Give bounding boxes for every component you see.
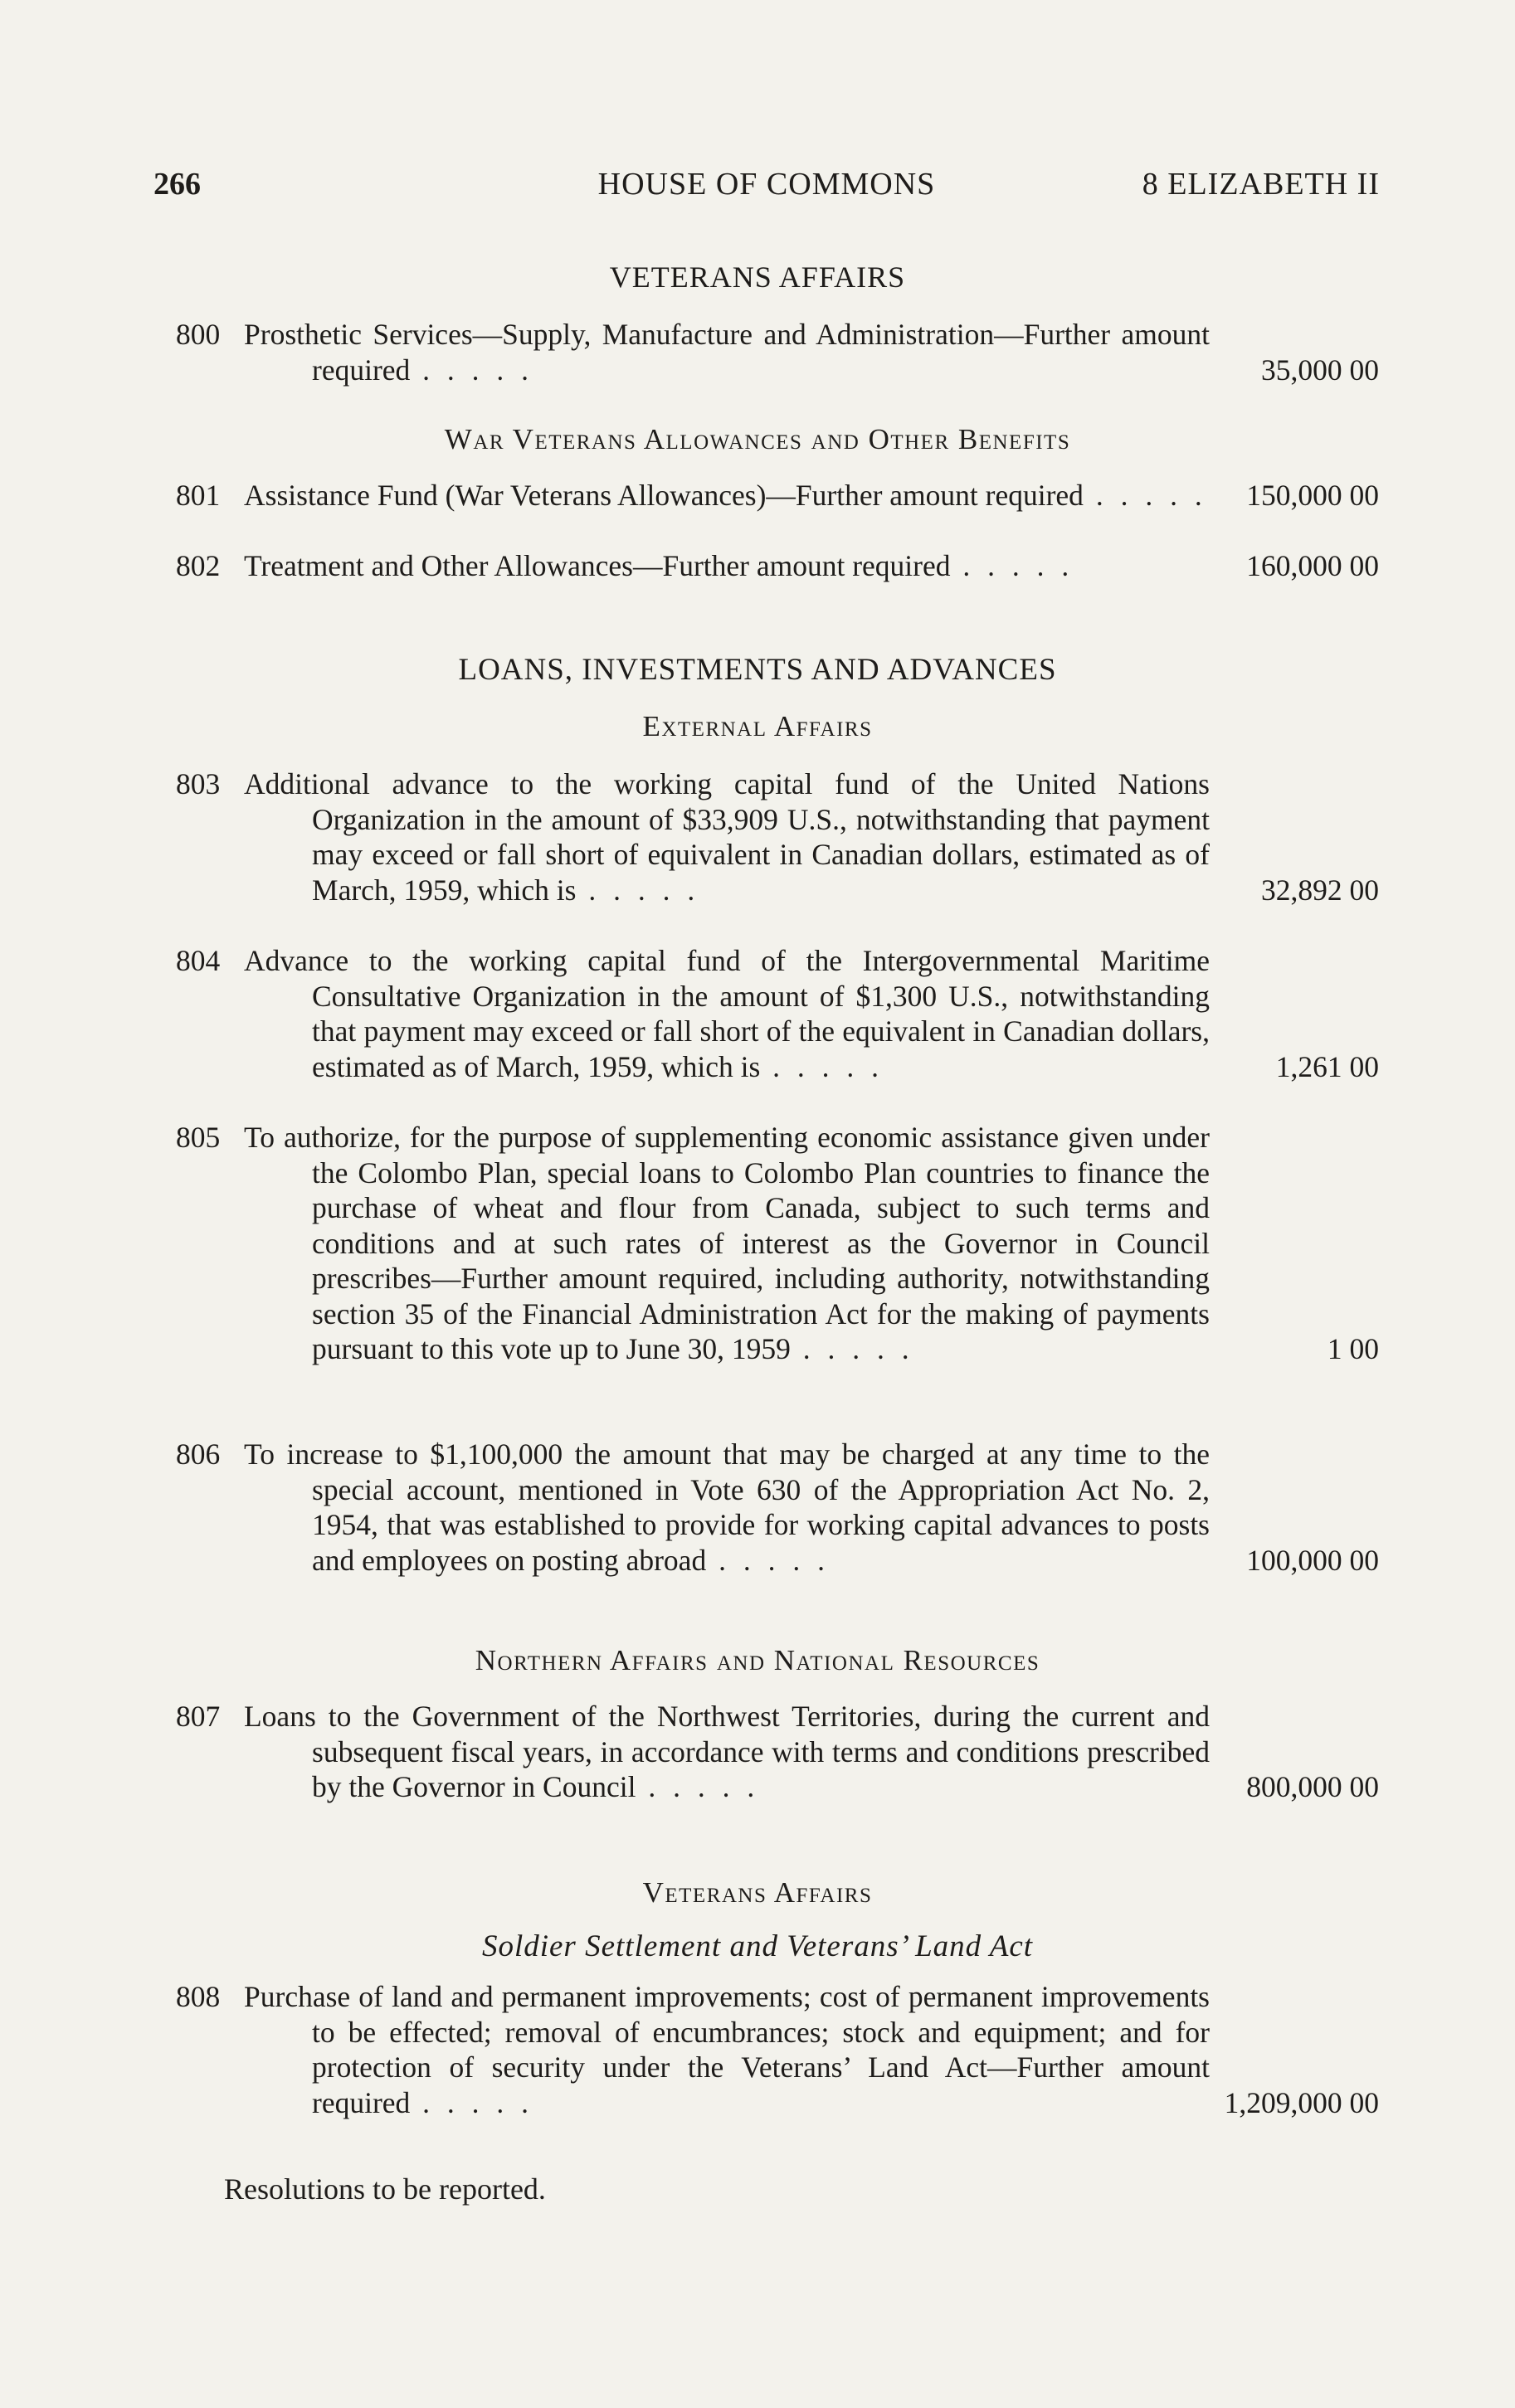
vote-description: To increase to $1,100,000 the amount that may be charged at any time to the special account, mentioned in Vote 630 of the Appropriation Act No. 2, 1954, that was established to provide for working capital advances to posts and employees on posting abroad . . . . . xyxy=(244,1438,1210,1577)
dot-leader: . . . . . xyxy=(410,2085,534,2119)
vote-amount: 1 00 xyxy=(1327,1332,1379,1365)
dot-leader: . . . . . xyxy=(1083,479,1207,512)
dot-leader: . . . . . xyxy=(760,1049,884,1083)
vote-amount: 160,000 00 xyxy=(1246,549,1379,582)
subheading-northern-affairs: Northern Affairs and National Resources xyxy=(475,1644,1040,1676)
dot-leader: . . . . . xyxy=(576,873,700,907)
vote-description: Treatment and Other Allowances—Further amount required . . . . . xyxy=(244,549,1074,582)
vote-description: Prosthetic Services—Supply, Manufacture and Administration—Further amount required . . . . . xyxy=(244,318,1210,387)
vote-item-805 xyxy=(176,1120,1379,1367)
dot-leader: . . . . . xyxy=(706,1543,830,1577)
vote-description: Loans to the Government of the Northwest Territories, during the current and subsequent fiscal years, in accordance with terms and conditions prescribed by the Governor in Council . . . . . xyxy=(244,1700,1210,1803)
vote-item-804 xyxy=(176,943,1379,1084)
vote-number: 803 xyxy=(176,767,221,800)
header-title: HOUSE OF COMMONS xyxy=(597,167,936,202)
vote-item-803 xyxy=(176,766,1379,907)
vote-amount: 35,000 00 xyxy=(1261,353,1379,387)
dot-leader: . . . . . xyxy=(636,1770,760,1803)
subheading-war-veterans: War Veterans Allowances and Other Benefits xyxy=(444,423,1071,455)
vote-amount: 100,000 00 xyxy=(1246,1543,1379,1577)
vote-item-806 xyxy=(176,1437,1379,1578)
vote-description: Purchase of land and permanent improvements; cost of permanent improvements to be effected; removal of encumbrances; stock and equipment; and for protection of security under the Veterans’ Land Act—Further amount required . . . . . xyxy=(244,1980,1210,2119)
vote-amount: 32,892 00 xyxy=(1261,873,1379,907)
vote-description: To authorize, for the purpose of supplementing economic assistance given under the Colombo Plan, special loans to Colombo Plan countries to finance the purchase of wheat and flour from Canada, subject to such terms and conditions and at such rates of interest as the Governor in Council prescribes—Further amount required, including authority, notwithstanding section 35 of the Financial Administration Act for the making of payments pursuant to this vote up to June 30, 1959 . . . . . xyxy=(244,1121,1210,1365)
vote-number: 808 xyxy=(176,1980,221,2013)
vote-item-801 xyxy=(176,478,1379,513)
vote-number: 805 xyxy=(176,1121,221,1154)
subheading-external-affairs: External Affairs xyxy=(642,710,873,742)
dot-leader: . . . . . xyxy=(950,549,1074,582)
vote-item-800 xyxy=(176,317,1379,387)
header-regnal-year: 8 ELIZABETH II xyxy=(1142,167,1380,202)
vote-amount: 1,209,000 00 xyxy=(1224,2085,1379,2119)
closing-line: Resolutions to be reported. xyxy=(224,2172,546,2206)
section-heading-veterans-affairs: VETERANS AFFAIRS xyxy=(609,260,906,294)
vote-item-807 xyxy=(176,1699,1379,1805)
section-heading-loans: LOANS, INVESTMENTS AND ADVANCES xyxy=(458,653,1057,687)
dot-leader: . . . . . xyxy=(790,1332,914,1365)
vote-amount: 800,000 00 xyxy=(1246,1770,1379,1803)
vote-amount: 150,000 00 xyxy=(1246,479,1379,512)
subheading-veterans-affairs: Veterans Affairs xyxy=(642,1876,873,1909)
vote-description: Assistance Fund (War Veterans Allowances)—Further amount required . . . . . xyxy=(244,479,1207,512)
vote-item-802 xyxy=(176,548,1379,584)
vote-item-808 xyxy=(176,1979,1379,2120)
vote-description: Additional advance to the working capital fund of the United Nations Organization in the amount of $33,909 U.S., notwithstanding that payment may exceed or fall short of equivalent in Canadian dollars, estimated as of March, 1959, which is . . . . . xyxy=(244,767,1210,907)
vote-number: 800 xyxy=(176,318,221,351)
vote-description: Advance to the working capital fund of the Intergovernmental Maritime Consultative Organization in the amount of $1,300 U.S., notwithstanding that payment may exceed or fall short of the equivalent in Canadian dollars, estimated as of March, 1959, which is . . . . . xyxy=(244,944,1210,1083)
vote-number: 802 xyxy=(176,549,221,582)
dot-leader: . . . . . xyxy=(410,353,534,387)
vote-amount: 1,261 00 xyxy=(1275,1049,1379,1083)
vote-number: 806 xyxy=(176,1438,221,1471)
running-header xyxy=(153,166,1380,207)
vote-number: 804 xyxy=(176,944,221,977)
subheading-soldier-settlement: Soldier Settlement and Veterans’ Land Act xyxy=(481,1929,1034,1963)
vote-number: 801 xyxy=(176,479,221,512)
page-number: 266 xyxy=(153,167,201,202)
vote-number: 807 xyxy=(176,1700,221,1733)
